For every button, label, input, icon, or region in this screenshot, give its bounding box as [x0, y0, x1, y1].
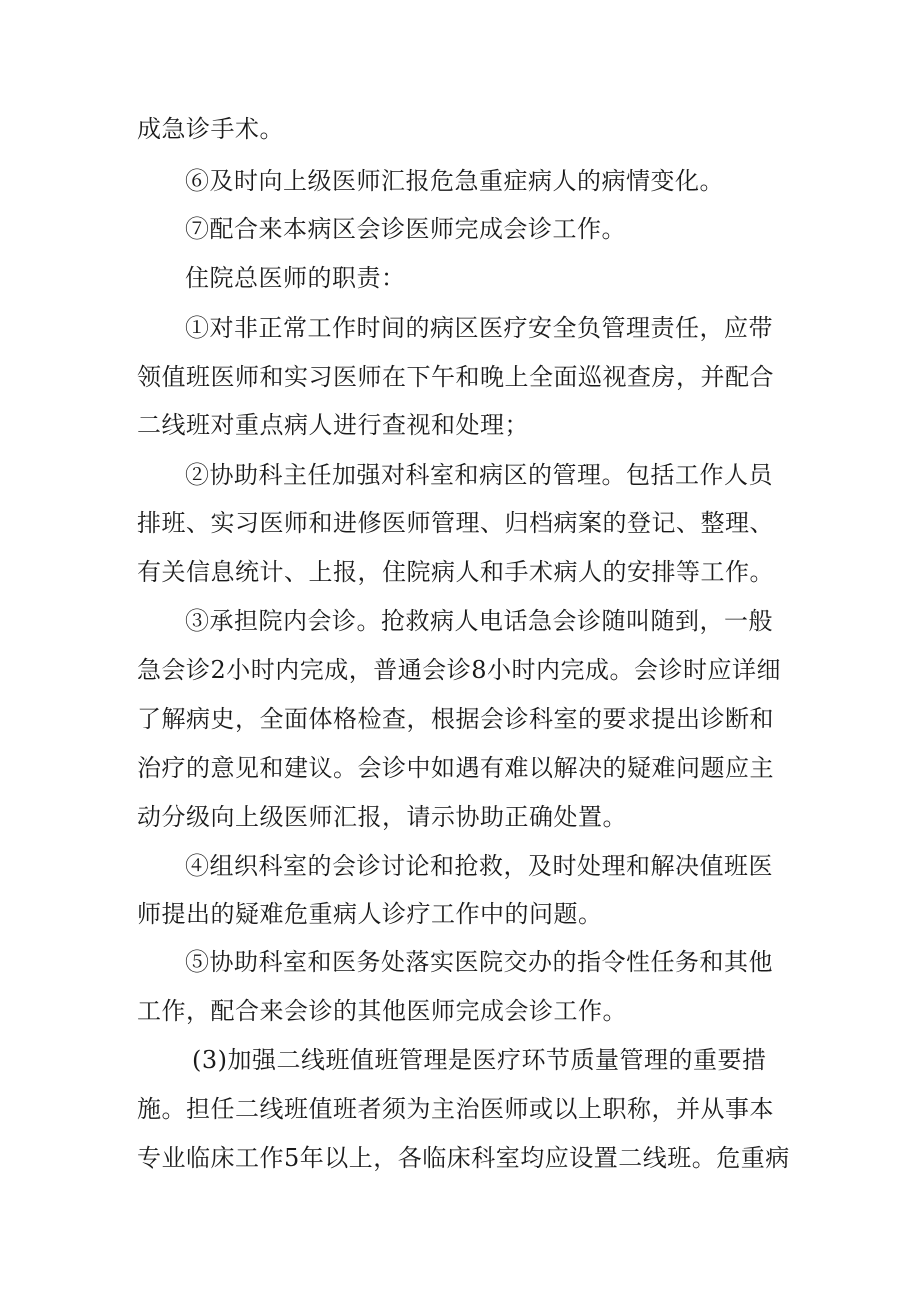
text-line: (3)加强二线班值班管理是医疗环节质量管理的重要措 [192, 1046, 767, 1074]
text-line: ①对非正常工作时间的病区医疗安全负管理责任，应带 [185, 314, 773, 342]
text-line: 有关信息统计、上报，住院病人和手术病人的安排等工作。 [137, 558, 774, 586]
text-line: ⑦配合来本病区会诊医师完成会诊工作。 [185, 215, 626, 243]
text-line: 急会诊2小时内完成，普通会诊8小时内完成。会诊时应详细 [137, 656, 782, 684]
text-line: 专业临床工作5年以上，各临床科室均应设置二线班。危重病 [137, 1144, 790, 1172]
text-line: 二线班对重点病人进行查视和处理； [137, 411, 529, 439]
text-line: ⑥及时向上级医师汇报危急重症病人的病情变化。 [185, 167, 724, 195]
text-line: ②协助科主任加强对科室和病区的管理。包括工作人员 [185, 461, 773, 489]
text-line: 施。担任二线班值班者须为主治医师或以上职称，并从事本 [137, 1095, 774, 1123]
section-heading: 住院总医师的职责： [185, 264, 406, 292]
text-line: 工作，配合来会诊的其他医师完成会诊工作。 [137, 997, 627, 1025]
text-line: 领值班医师和实习医师在下午和晚上全面巡视查房，并配合 [137, 363, 774, 391]
text-line: 师提出的疑难危重病人诊疗工作中的问题。 [137, 900, 603, 928]
text-line: ⑤协助科室和医务处落实医院交办的指令性任务和其他 [185, 948, 773, 976]
text-line: ④组织科室的会诊讨论和抢救，及时处理和解决值班医 [185, 852, 773, 880]
text-line: 排班、实习医师和进修医师管理、归档病案的登记、整理、 [137, 509, 774, 537]
text-line: 了解病史，全面体格检查，根据会诊科室的要求提出诊断和 [137, 705, 774, 733]
text-line: 成急诊手术。 [137, 115, 284, 143]
text-line: 治疗的意见和建议。会诊中如遇有难以解决的疑难问题应主 [137, 754, 774, 782]
text-line: 动分级向上级医师汇报，请示协助正确处置。 [137, 803, 627, 831]
text-line: ③承担院内会诊。抢救病人电话急会诊随叫随到，一般 [185, 607, 773, 635]
